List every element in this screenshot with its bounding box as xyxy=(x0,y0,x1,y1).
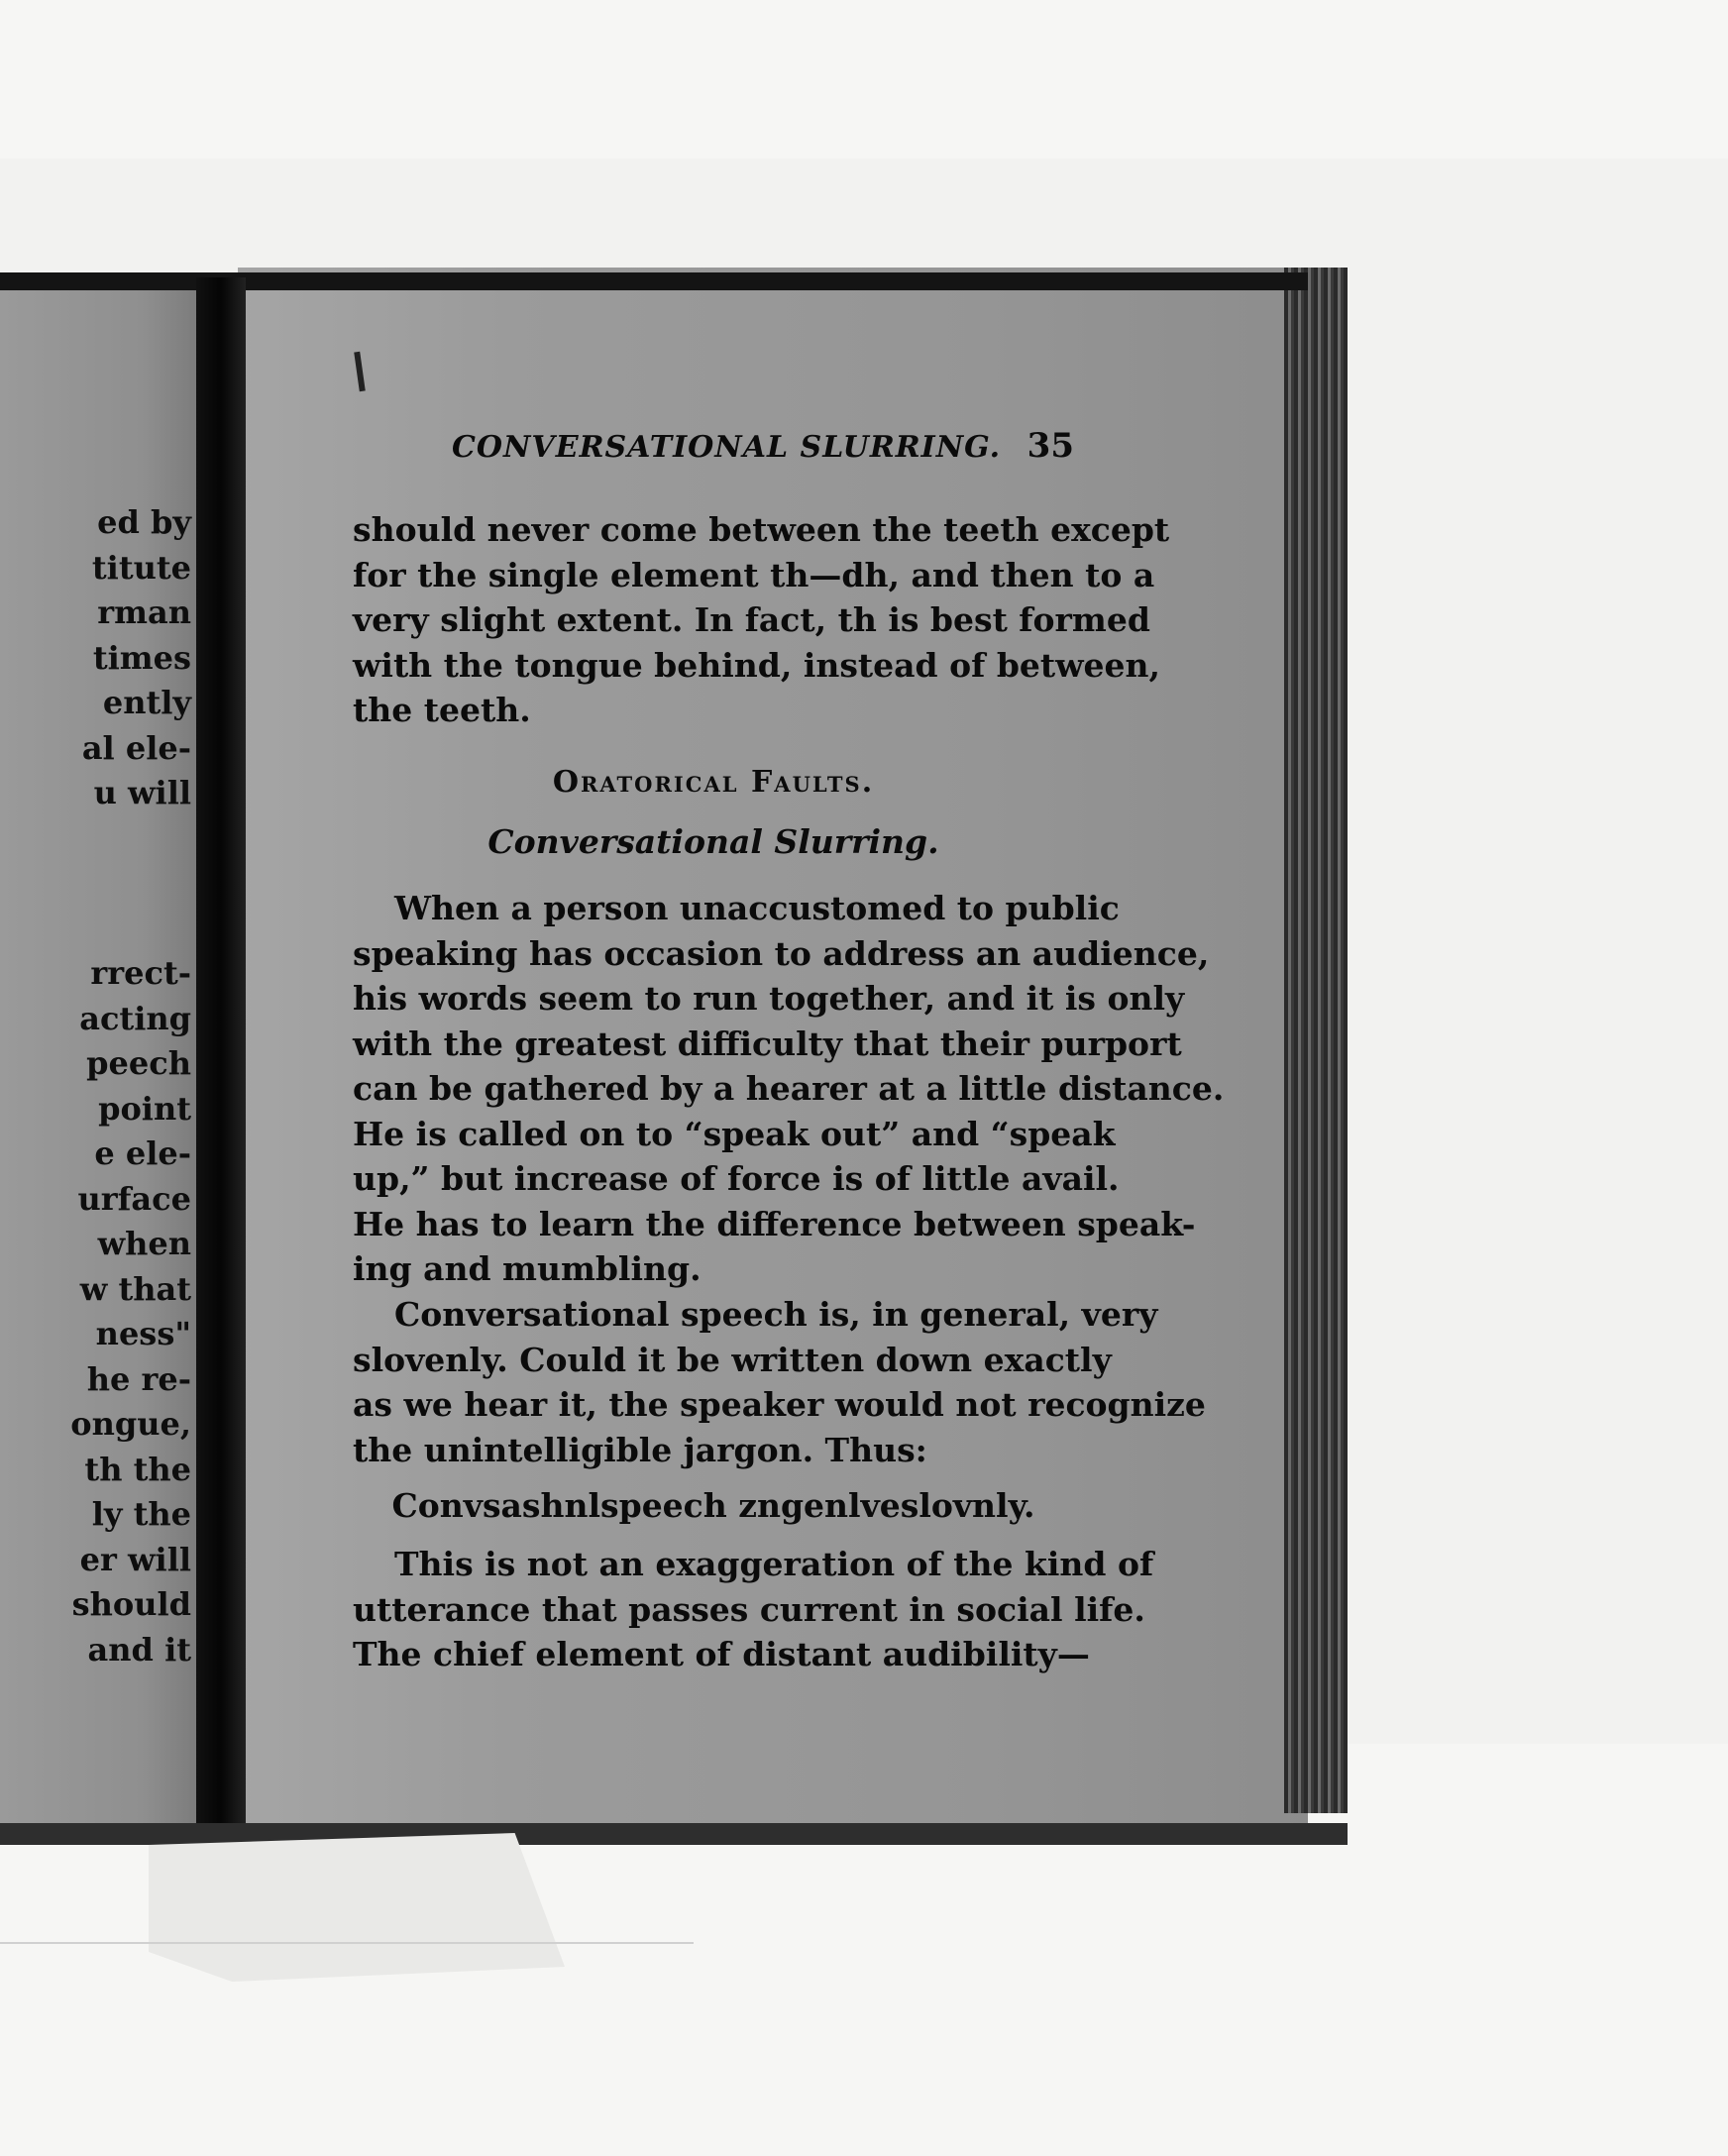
slurred-sample: Convsashnlspeech zngenlveslovnly. xyxy=(391,1486,1035,1525)
left-page-line: and it xyxy=(87,1630,191,1669)
text-line: This is not an exaggeration of the kind of xyxy=(394,1545,1154,1583)
text-line: as we hear it, the speaker would not recognize xyxy=(353,1385,1206,1424)
text-line: slovenly. Could it be written down exactly xyxy=(353,1340,1112,1379)
section-subheading: Conversational Slurring. xyxy=(487,822,939,861)
left-page-line: acting xyxy=(79,999,191,1037)
left-page-line: ed by xyxy=(97,503,191,541)
left-page-line xyxy=(13,907,191,952)
left-page-line: rrect- xyxy=(90,954,191,992)
page-edges xyxy=(1284,268,1348,1813)
left-page xyxy=(0,282,203,1828)
text-line: ing and mumbling. xyxy=(353,1249,702,1288)
text-line: utterance that passes current in social life. xyxy=(353,1589,1145,1629)
left-page-line: he re- xyxy=(86,1359,191,1398)
book-spine xyxy=(196,277,246,1833)
left-page-line: er will xyxy=(79,1540,191,1578)
left-page-line: u will xyxy=(93,774,191,811)
paragraph-3 xyxy=(353,1292,1206,1472)
left-page-line: ongue, xyxy=(70,1405,191,1443)
left-page-line: times xyxy=(92,638,191,677)
page-number: 35 xyxy=(1026,426,1074,466)
left-page-line: peech xyxy=(86,1044,191,1082)
left-page-line: ness" xyxy=(95,1315,191,1352)
text-line: When a person unaccustomed to public xyxy=(394,889,1120,927)
left-page-line: ly the xyxy=(91,1495,191,1533)
paragraph-4 xyxy=(353,1542,1154,1677)
left-page-line xyxy=(13,816,191,862)
running-head xyxy=(353,426,1074,470)
text-line: The chief element of distant audibility— xyxy=(353,1635,1090,1673)
left-page-line: th the xyxy=(84,1450,191,1488)
text-line: very slight extent. In fact, th is best formed xyxy=(353,600,1150,639)
left-page-line: titute xyxy=(91,548,191,587)
text-line: Conversational speech is, in general, very xyxy=(394,1295,1158,1334)
tape-strip xyxy=(149,1833,565,1982)
text-line: speaking has occasion to address an audience, xyxy=(353,933,1210,973)
text-line: with the greatest difficulty that their purport xyxy=(353,1024,1182,1063)
text-line: He is called on to “speak out” and “speak xyxy=(353,1114,1116,1153)
text-line: with the tongue behind, instead of between, xyxy=(353,645,1161,685)
text-line: the teeth. xyxy=(353,691,531,729)
text-line: should never come between the teeth except xyxy=(353,510,1170,549)
left-page-line: ently xyxy=(102,684,191,721)
section-heading: Oratorical Faults. xyxy=(552,765,875,800)
text-line: his words seem to run together, and it is only xyxy=(353,979,1185,1018)
paragraph-2 xyxy=(353,886,1225,1292)
running-head-title: CONVERSATIONAL SLURRING. xyxy=(452,430,1002,465)
paragraph-1 xyxy=(353,507,1170,733)
left-page-line: when xyxy=(97,1225,191,1262)
left-page-line: w that xyxy=(79,1269,191,1308)
left-page-line: al ele- xyxy=(81,728,191,767)
text-line: for the single element th—dh, and then to a xyxy=(353,555,1155,594)
text-line: the unintelligible jargon. Thus: xyxy=(353,1430,927,1469)
left-page-line: point xyxy=(98,1089,191,1128)
text-line: He has to learn the difference between speak- xyxy=(353,1204,1196,1243)
left-page-line xyxy=(13,861,191,907)
book-bottom-edge xyxy=(0,1823,1348,1845)
left-page-line: should xyxy=(71,1585,191,1623)
text-line: up,” but increase of force is of little avail. xyxy=(353,1159,1120,1198)
left-page-line: rman xyxy=(97,593,191,631)
left-page-line: urface xyxy=(77,1179,191,1218)
left-page-text xyxy=(13,500,191,1672)
fold-line xyxy=(0,1942,694,1944)
text-line: can be gathered by a hearer at a little distance. xyxy=(353,1069,1225,1108)
left-page-line: e ele- xyxy=(94,1134,191,1172)
